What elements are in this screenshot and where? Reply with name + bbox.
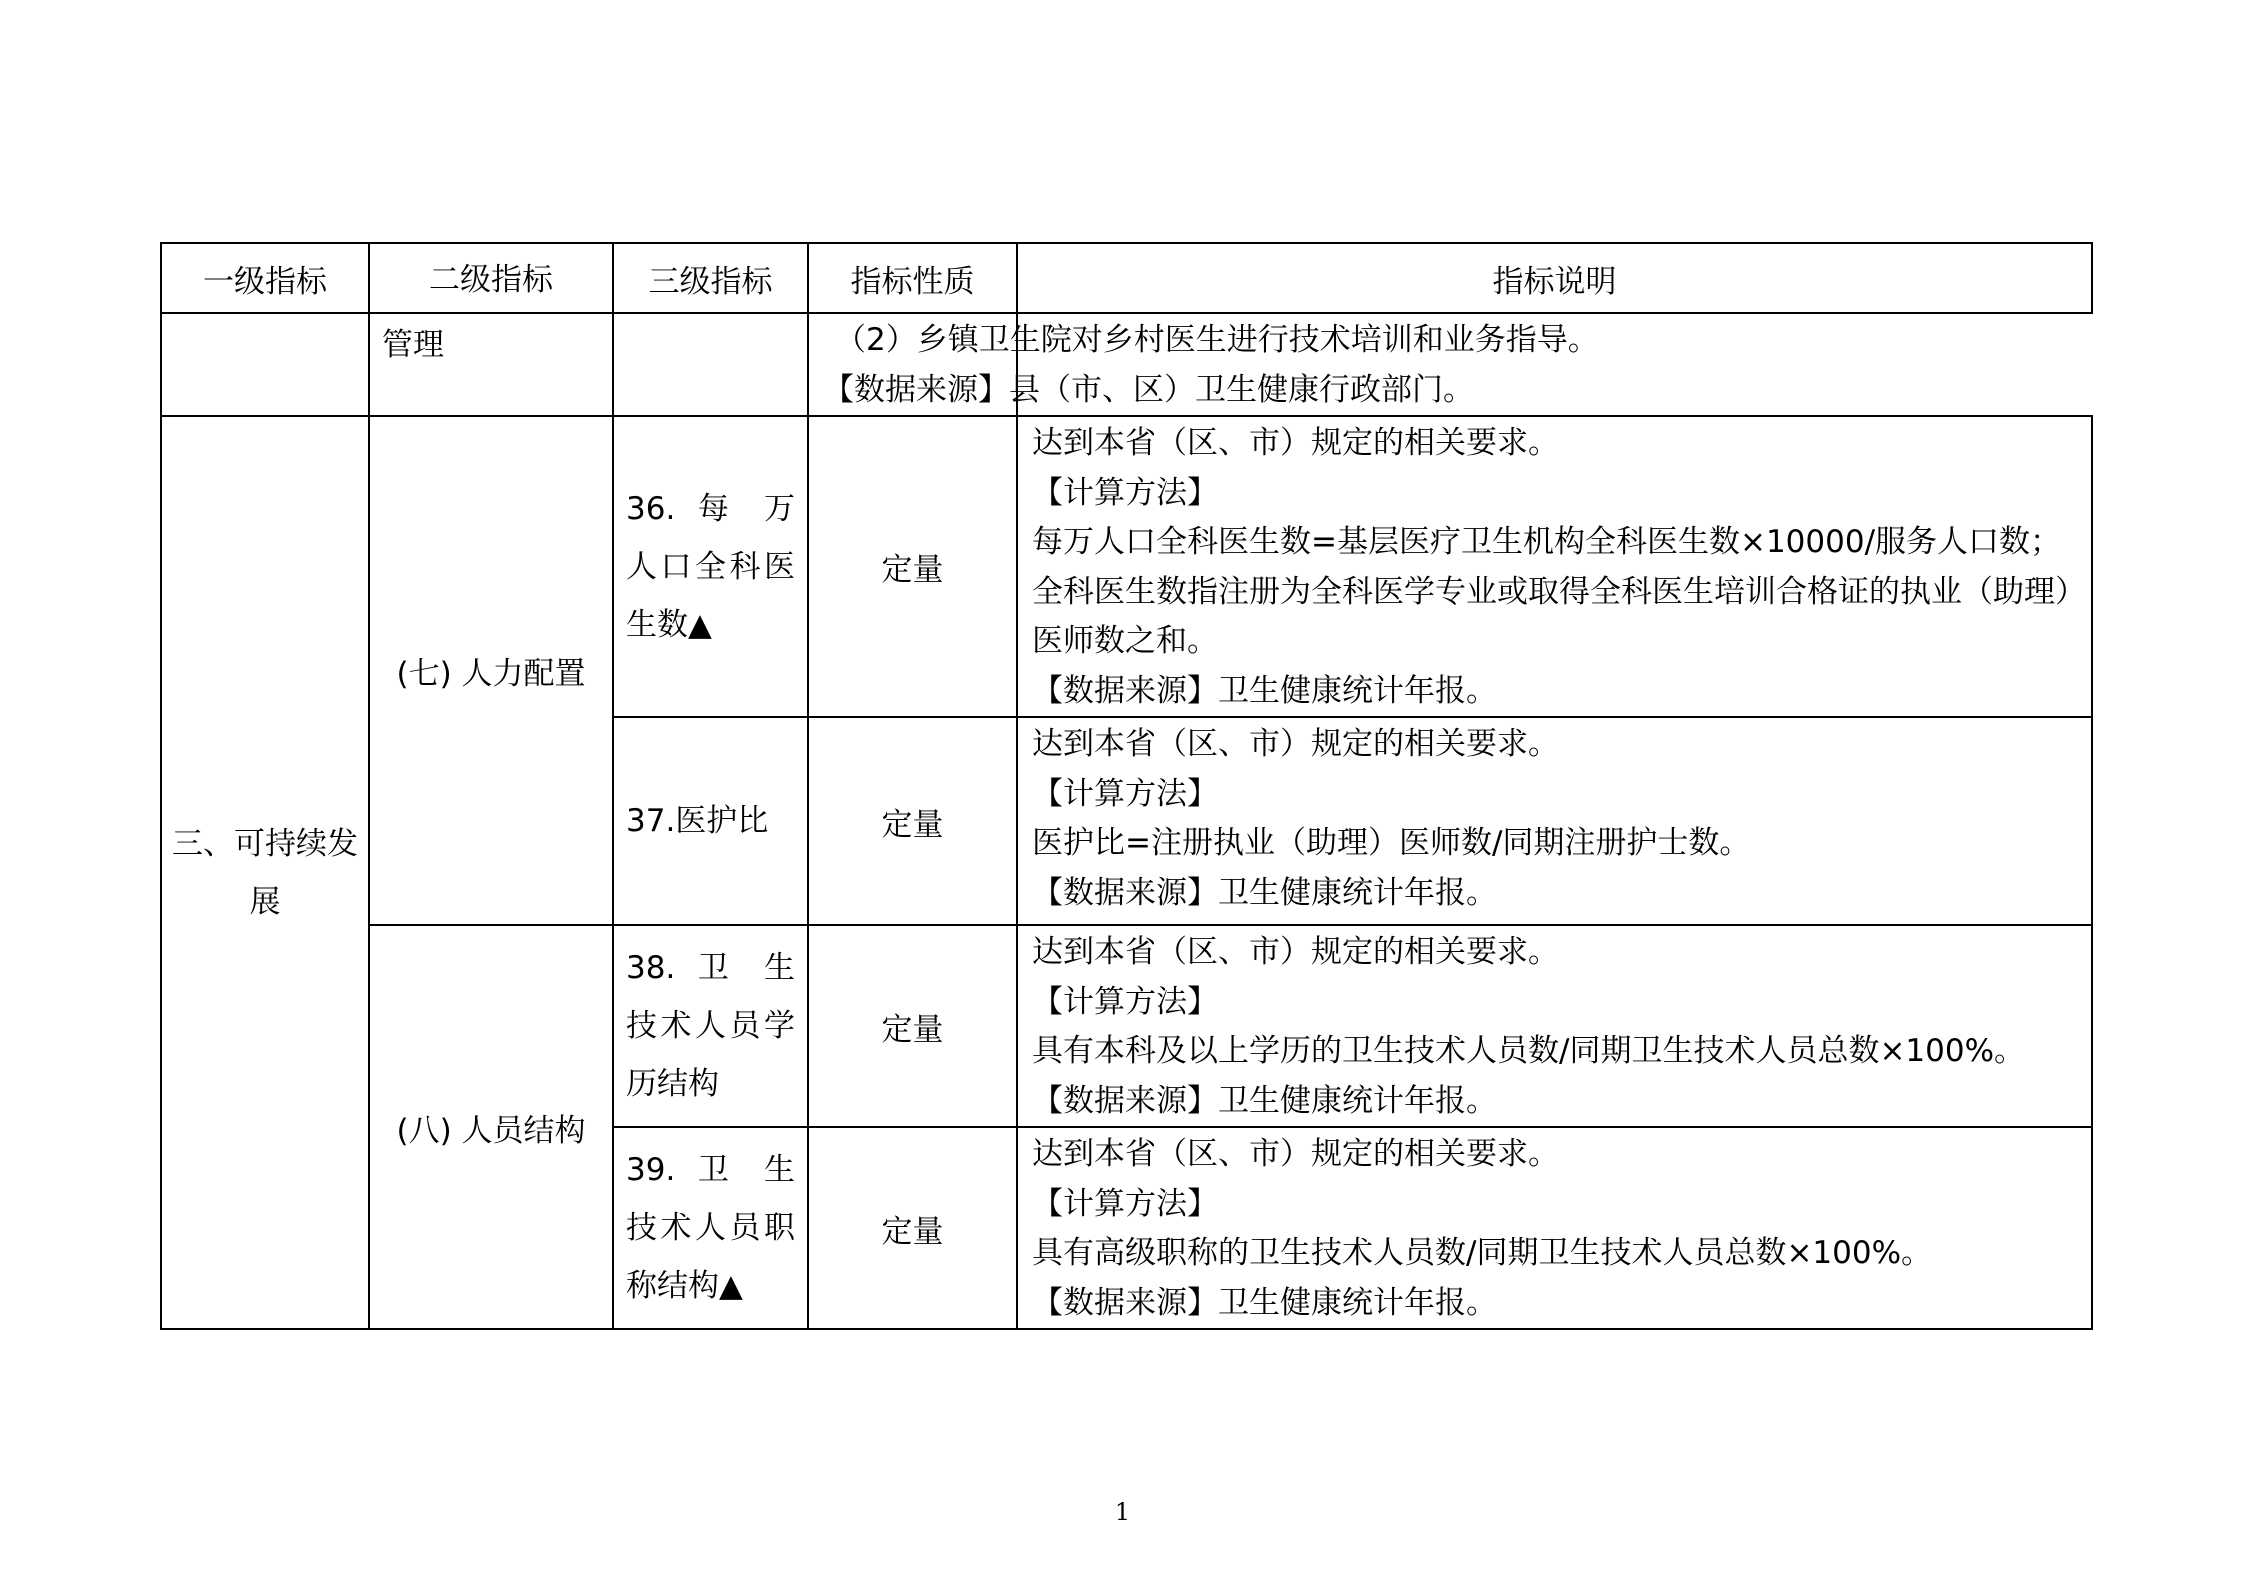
header-row [161, 243, 2092, 313]
description-line: 达到本省（区、市）规定的相关要求。 [1032, 726, 1559, 762]
level3-label: 38. 卫 生 技术人员学历结构 [626, 950, 795, 1102]
cont-description-cell [808, 313, 1599, 416]
header-level1: 一级指标 [161, 243, 369, 313]
description-cell [1017, 717, 2092, 925]
description-cell [1017, 925, 2092, 1127]
description-line: 【计算方法】 [1032, 474, 1218, 511]
description-line: 【计算方法】 [1032, 1185, 1218, 1222]
level3-cell [613, 1127, 808, 1329]
description-line: 【数据来源】卫生健康统计年报。 [1032, 672, 1497, 709]
description-cell [1017, 416, 2092, 717]
level3-label: 管理 [382, 327, 444, 363]
nature-cell: 定量 [808, 416, 1017, 717]
nature-cell: 定量 [808, 1127, 1017, 1329]
cont-nature-cell [613, 313, 808, 416]
indicator-table [160, 242, 2093, 1330]
cont-level1-cell [161, 313, 369, 416]
level1-cell: 三、可持续发展 [161, 416, 369, 1329]
table-row [161, 925, 2092, 1127]
header-nature: 指标性质 [808, 243, 1017, 313]
description-cell [1017, 1127, 2092, 1329]
level3-label: 39. 卫 生 技术人员职称结构▲ [626, 1152, 795, 1304]
description-line: 具有高级职称的卫生技术人员数/同期卫生技术人员总数×100%。 [1032, 1235, 1933, 1271]
description-line: 每万人口全科医生数=基层医疗卫生机构全科医生数×10000/服务人口数； [1032, 524, 2062, 560]
description-line: 达到本省（区、市）规定的相关要求。 [1032, 934, 1559, 970]
level3-label: 36. 每 万 人口全科医生数▲ [626, 490, 795, 643]
description-line: 【计算方法】 [1032, 775, 1218, 812]
table-row-continued [161, 313, 2092, 416]
description-line: 全科医生数指注册为全科医学专业或取得全科医生培训合格证的执业（助理）医师数之和。 [1032, 573, 2071, 659]
description-line: （2）乡镇卫生院对乡村医生进行技术培训和业务指导。 [835, 322, 1599, 358]
description-line: 【数据来源】卫生健康统计年报。 [1032, 874, 1497, 911]
description-line: 医护比=注册执业（助理）医师数/同期注册护士数。 [1032, 825, 1751, 861]
description-line: 达到本省（区、市）规定的相关要求。 [1032, 425, 1559, 461]
description-line: 【数据来源】县（市、区）卫生健康行政部门。 [823, 371, 1474, 408]
level3-cell [613, 717, 808, 925]
table-row [161, 416, 2092, 717]
nature-cell: 定量 [808, 717, 1017, 925]
header-level2: 二级指标 [369, 243, 613, 313]
page-number: 1 [1114, 1498, 1131, 1526]
nature-cell: 定量 [808, 925, 1017, 1127]
level3-label: 37.医护比 [626, 803, 769, 839]
header-description: 指标说明 [1017, 243, 2092, 313]
description-line: 【数据来源】卫生健康统计年报。 [1032, 1284, 1497, 1321]
description-line: 【计算方法】 [1032, 983, 1218, 1020]
description-line: 【数据来源】卫生健康统计年报。 [1032, 1082, 1497, 1119]
cont-level3-cell [369, 313, 613, 416]
level2-cell: (八) 人员结构 [369, 925, 613, 1329]
level3-cell [613, 925, 808, 1127]
header-level3: 三级指标 [613, 243, 808, 313]
description-line: 达到本省（区、市）规定的相关要求。 [1032, 1136, 1559, 1172]
description-line: 具有本科及以上学历的卫生技术人员数/同期卫生技术人员总数×100%。 [1032, 1033, 2026, 1069]
level3-cell [613, 416, 808, 717]
level2-cell: (七) 人力配置 [369, 416, 613, 925]
